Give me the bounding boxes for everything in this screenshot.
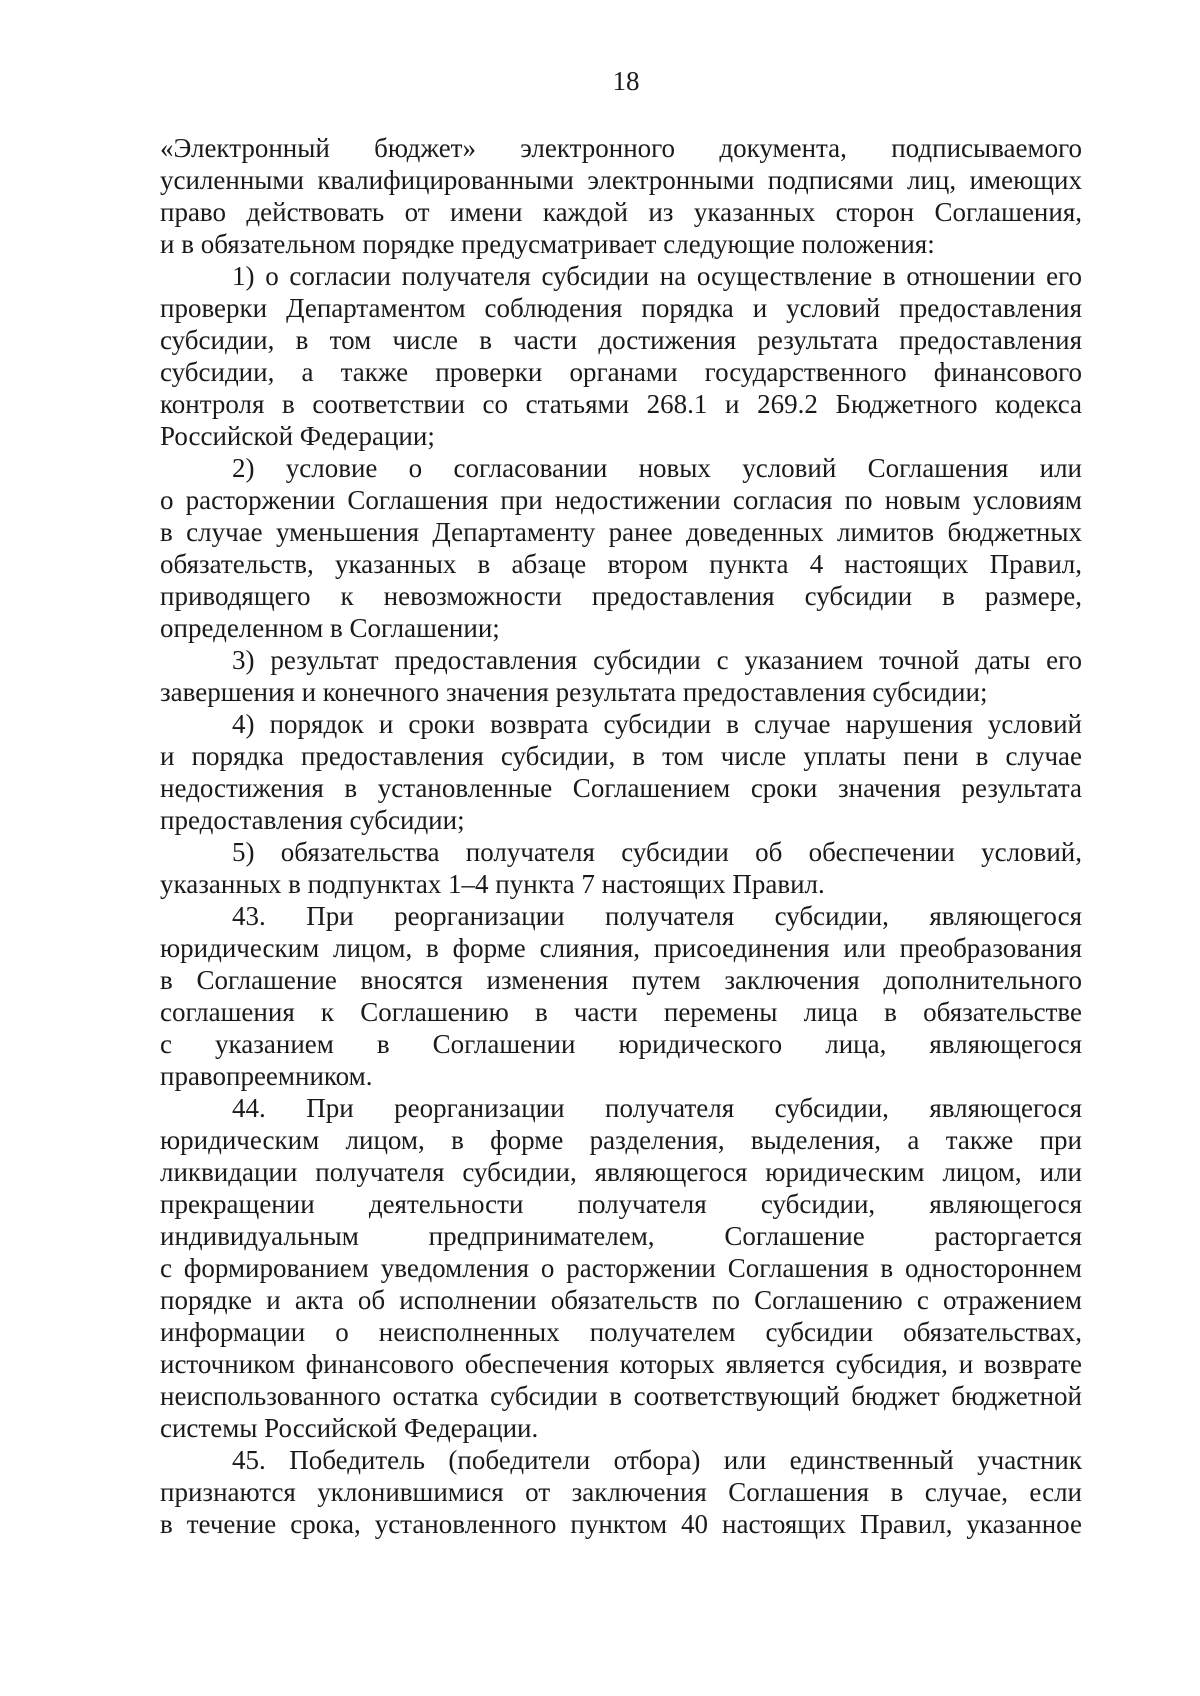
text-line: «Электронный бюджет» электронного документа, подписываемого	[160, 133, 1082, 163]
text-line: 5) обязательства получателя субсидии об обеспечении условий,	[232, 837, 1082, 867]
text-line: юридическим лицом, в форме слияния, присоединения или преобразования	[160, 933, 1082, 963]
text-line: прекращении деятельности получателя субсидии, являющегося	[160, 1189, 1082, 1219]
text-line: 3) результат предоставления субсидии с указанием точной даты его	[232, 645, 1082, 675]
text-line: недостижения в установленные Соглашением сроки значения результата	[160, 773, 1082, 803]
text-line: определенном в Соглашении;	[160, 613, 500, 643]
text-line: завершения и конечного значения результата предоставления субсидии;	[160, 677, 988, 707]
text-line: в течение срока, установленного пунктом 40 настоящих Правил, указанное	[160, 1509, 1082, 1539]
text-line: в Соглашение вносятся изменения путем заключения дополнительного	[160, 965, 1082, 995]
text-line: 1) о согласии получателя субсидии на осуществление в отношении его	[232, 261, 1082, 291]
text-line: 4) порядок и сроки возврата субсидии в случае нарушения условий	[232, 709, 1082, 739]
text-line: индивидуальным предпринимателем, Соглашение расторгается	[160, 1221, 1082, 1251]
text-line: 43. При реорганизации получателя субсидии, являющегося	[232, 901, 1082, 931]
text-line: проверки Департаментом соблюдения порядка и условий предоставления	[160, 293, 1082, 323]
text-line: о расторжении Соглашения при недостижении согласия по новым условиям	[160, 485, 1082, 515]
text-line: ликвидации получателя субсидии, являющегося юридическим лицом, или	[160, 1157, 1082, 1187]
text-line: приводящего к невозможности предоставления субсидии в размере,	[160, 581, 1082, 611]
text-line: с указанием в Соглашении юридического лица, являющегося	[160, 1029, 1082, 1059]
text-line: и в обязательном порядке предусматривает следующие положения:	[160, 229, 935, 259]
text-line: контроля в соответствии со статьями 268.1 и 269.2 Бюджетного кодекса	[160, 389, 1082, 419]
text-line: с формированием уведомления о расторжении Соглашения в одностороннем	[160, 1253, 1082, 1283]
text-line: неиспользованного остатка субсидии в соответствующий бюджет бюджетной	[160, 1381, 1082, 1411]
document-body	[160, 132, 1082, 1540]
text-line: юридическим лицом, в форме разделения, выделения, а также при	[160, 1125, 1082, 1155]
text-line: указанных в подпунктах 1–4 пункта 7 настоящих Правил.	[160, 869, 825, 899]
text-line: предоставления субсидии;	[160, 805, 465, 835]
text-line: источником финансового обеспечения которых является субсидия, и возврате	[160, 1349, 1082, 1379]
text-line: порядке и акта об исполнении обязательств по Соглашению с отражением	[160, 1285, 1082, 1315]
text-line: субсидии, а также проверки органами государственного финансового	[160, 357, 1082, 387]
text-line: Российской Федерации;	[160, 421, 435, 451]
text-line: в случае уменьшения Департаменту ранее доведенных лимитов бюджетных	[160, 517, 1082, 547]
text-line: 44. При реорганизации получателя субсидии, являющегося	[232, 1093, 1082, 1123]
text-line: соглашения к Соглашению в части перемены лица в обязательстве	[160, 997, 1082, 1027]
text-line: 45. Победитель (победители отбора) или единственный участник	[232, 1445, 1082, 1475]
text-line: признаются уклонившимися от заключения Соглашения в случае, если	[160, 1477, 1082, 1507]
text-line: и порядка предоставления субсидии, в том числе уплаты пени в случае	[160, 741, 1082, 771]
text-line: 2) условие о согласовании новых условий Соглашения или	[232, 453, 1082, 483]
text-line: системы Российской Федерации.	[160, 1413, 539, 1443]
text-line: обязательств, указанных в абзаце втором пункта 4 настоящих Правил,	[160, 549, 1082, 579]
text-line: усиленными квалифицированными электронными подписями лиц, имеющих	[160, 165, 1082, 195]
text-line: право действовать от имени каждой из указанных сторон Соглашения,	[160, 197, 1082, 227]
text-line: субсидии, в том числе в части достижения результата предоставления	[160, 325, 1082, 355]
text-line: правопреемником.	[160, 1061, 373, 1091]
page-number: 18	[612, 66, 640, 96]
text-line: информации о неисполненных получателем субсидии обязательствах,	[160, 1317, 1082, 1347]
